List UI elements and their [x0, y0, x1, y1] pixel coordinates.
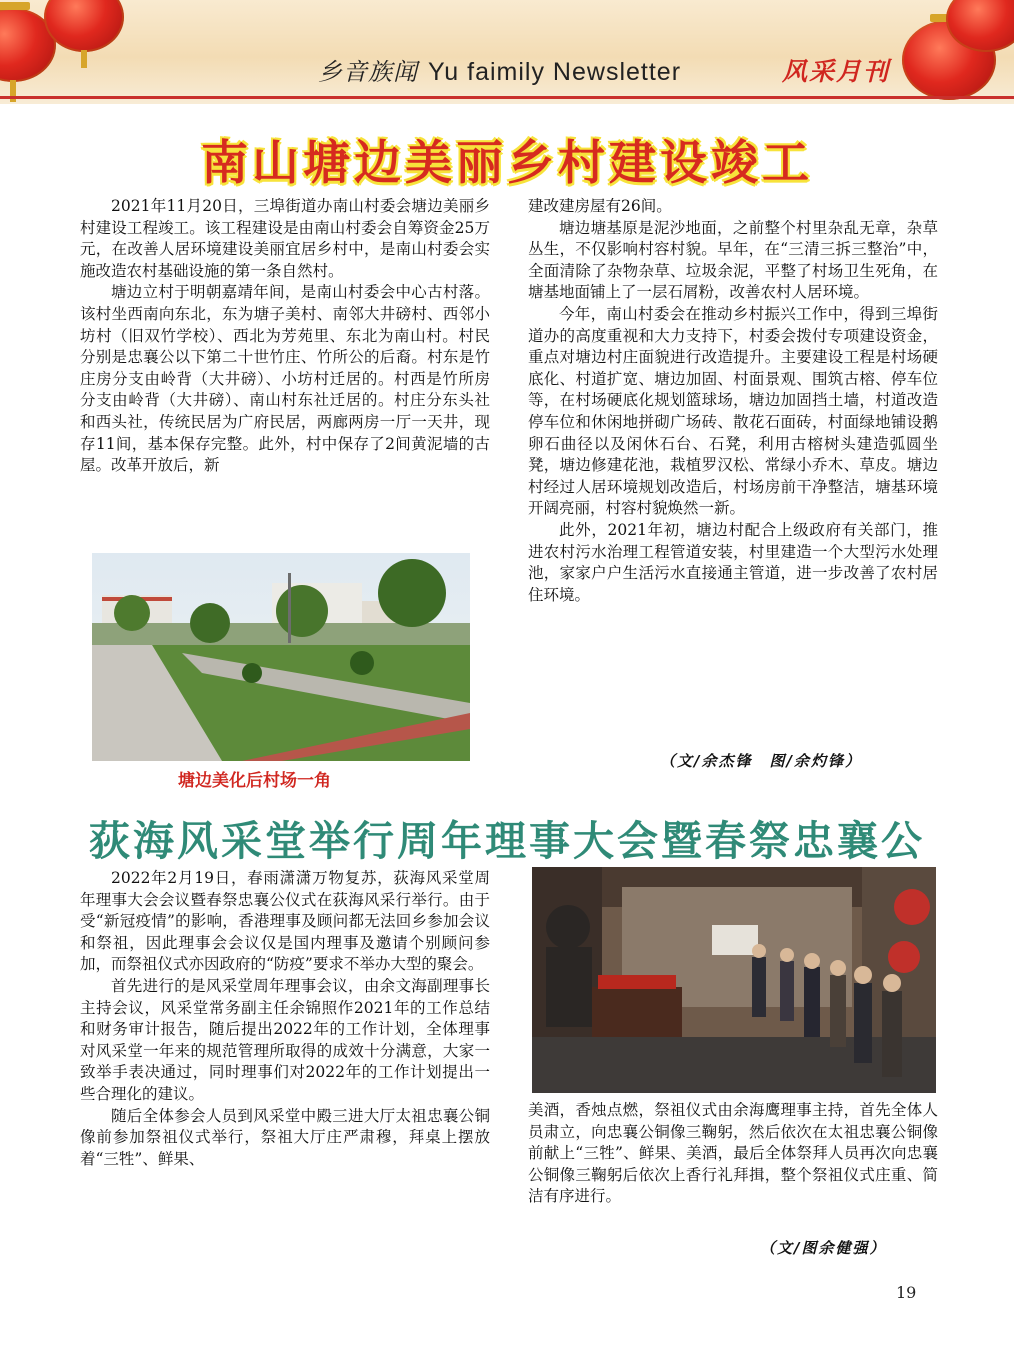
- article2-credit: （文/图余健强）: [760, 1239, 887, 1257]
- article2-left-paragraph: 2022年2月19日，春雨潇潇万物复苏，荻海风采堂周年理事大会会议暨春祭忠襄公仪式在荻海风采行举行。由于受“新冠疫情”的影响，香港理事及顾问都无法回乡参加会议和祭祖，因此理事会会议仅是国内理事及邀请个别顾问参加，而祭祖仪式亦因政府的“防疫”要求不举办大型的聚会。: [80, 869, 490, 974]
- article1-right-continuation: 建改建房屋有26间。: [528, 197, 672, 215]
- article1-credit: （文/余杰锋 图/余灼锋）: [660, 752, 862, 770]
- article2-left-column: [80, 868, 490, 1170]
- article2-left-paragraph: 随后全体参会人员到风采堂中殿三进大厅太祖忠襄公铜像前参加祭祖仪式举行，祭祖大厅庄严肃穆，拜桌上摆放着“三牲”、鲜果、: [80, 1106, 490, 1168]
- article1-right-paragraph: 此外，2021年初，塘边村配合上级政府有关部门，推进农村污水治理工程管道安装，村里建造一个大型污水处理池，家家户户生活污水直接通主管道，进一步改善了农村居住环境。: [528, 520, 938, 604]
- article1-title: 南山塘边美丽乡村建设竣工: [201, 136, 813, 191]
- header-cn-title: 乡音族闻: [318, 58, 418, 86]
- page-number: 19: [896, 1283, 917, 1302]
- header-rule: [0, 96, 1014, 99]
- header-en-title: Yu faimily Newsletter: [428, 58, 682, 86]
- ancestral-hall-image: [532, 867, 936, 1093]
- article2-title: 荻海风采堂举行周年理事大会暨春祭忠襄公: [89, 817, 925, 865]
- photo-caption: 塘边美化后村场一角: [178, 771, 331, 791]
- article2-left-paragraph: 首先进行的是风采堂周年理事会议，由余文海副理事长主持会议，风采堂常务副主任余锦照作2021年的工作总结和财务审计报告，随后提出2022年的工作计划，全体理事对风采堂一年来的规范管理所取得的成效十分满意，大家一致举手表决通过，同时理事们对2022年的工作计划提出一些合理化的建议。: [80, 976, 490, 1103]
- ancestral-hall-photo: [532, 867, 936, 1093]
- header-title: [318, 52, 681, 87]
- article1-right-column: [528, 196, 938, 606]
- article1-right-paragraph: 今年，南山村委会在推动乡村振兴工作中，得到三埠街道办的高度重视和大力支持下，村委会拨付专项建设资金，重点对塘边村庄面貌进行改造提升。主要建设工程是村场硬底化、村道扩宽、塘边加固、村面景观、围筑古榕、停车位等，在村场硬底化规划篮球场，塘边加固挡土墙，村道改造停车位和休闲地拼砌广场砖、散花石面砖，村面绿地铺设鹅卵石曲径以及闲休石台、石凳，利用古榕树头建造弧圆坐凳，塘边修建花池，栽植罗汉松、常绿小乔木、草皮。塘边村经过人居环境规划改造后，村场房前干净整洁，塘基环境开阔亮丽，村容村貌焕然一新。: [528, 304, 938, 518]
- article2-right-column: [528, 1100, 938, 1208]
- header-right-label: 风采月刊: [782, 57, 891, 86]
- article2-right-paragraph: 美酒，香烛点燃，祭祖仪式由余海鹰理事主持，首先全体人员肃立，向忠襄公铜像三鞠躬，然后依次在太祖忠襄公铜像前献上“三牲”、鲜果、美酒，最后全体祭拜人员再次向忠襄公铜像三鞠躬后依次上香行礼拜揖，整个祭祖仪式庄重、简洁有序进行。: [528, 1101, 938, 1206]
- lantern-left2-icon: [44, 0, 124, 52]
- article1-left-paragraph: 2021年11月20日，三埠街道办南山村委会塘边美丽乡村建设工程竣工。该工程建设是由南山村委会自筹资金25万元，在改善人居环境建设美丽宜居乡村中，是南山村委会实施改造农村基础设施的第一条自然村。: [80, 197, 490, 280]
- article1-right-paragraph: 塘边塘基原是泥沙地面，之前整个村里杂乱无章，杂草丛生，不仅影响村容村貌。早年，在“三清三拆三整治”中，全面清除了杂物杂草、垃圾余泥，平整了村场卫生死角，在塘基地面铺上了一层石屑粉，改善农村人居环境。: [528, 218, 938, 302]
- village-square-image: [92, 553, 470, 761]
- article1-left-column: [80, 196, 490, 477]
- article1-left-paragraph: 塘边立村于明朝嘉靖年间，是南山村委会中心古村落。该村坐西南向东北，东为塘子美村、南邻大井磅村、西邻小坊村（旧双竹学校）、西北为芳苑里、东北为南山村。村民分别是忠襄公以下第二十世竹庄、竹所公的后裔。村东是竹庄房分支由岭背（大井磅）、小坊村迁居的。村西是竹所房分支由岭背（大井磅）、南山村东社迁居的。村庄分东头社和西头社，传统民居为广府民居，两廊两房一厅一天井，现存11间，基本保存完整。此外，村中保存了2间黄泥墙的古屋。改革开放后，新: [80, 283, 490, 475]
- newsletter-header: [0, 0, 1014, 104]
- village-square-photo: [92, 553, 470, 761]
